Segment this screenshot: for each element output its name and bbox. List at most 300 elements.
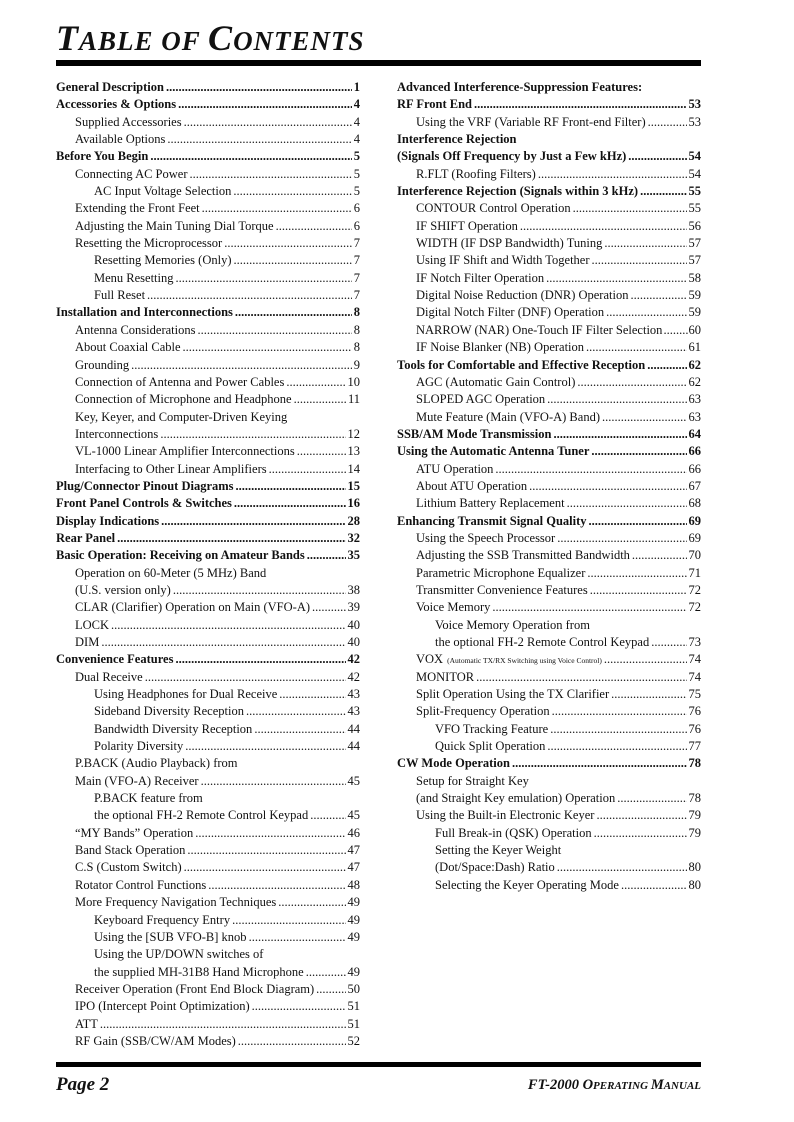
toc-entry[interactable] xyxy=(397,200,701,217)
toc-entry[interactable] xyxy=(397,235,701,252)
toc-entry[interactable] xyxy=(397,114,701,131)
toc-entry[interactable] xyxy=(56,582,360,599)
toc-entry[interactable] xyxy=(56,409,360,426)
dot-leader xyxy=(161,513,345,530)
toc-entry[interactable] xyxy=(397,790,701,807)
dot-leader xyxy=(286,374,345,391)
toc-entry[interactable] xyxy=(397,166,701,183)
toc-entry[interactable] xyxy=(56,703,360,720)
toc-entry[interactable] xyxy=(397,721,701,738)
toc-entry[interactable] xyxy=(397,270,701,287)
dot-leader xyxy=(547,738,686,755)
toc-left-column xyxy=(56,79,360,1050)
toc-entry[interactable] xyxy=(56,842,360,859)
toc-entry-title: Front Panel Controls & Switches xyxy=(56,496,232,511)
toc-entry[interactable] xyxy=(397,703,701,720)
toc-entry-title: MONITOR xyxy=(416,669,475,684)
toc-entry[interactable] xyxy=(397,287,701,304)
toc-entry[interactable] xyxy=(56,374,360,391)
dot-leader xyxy=(647,357,686,374)
toc-entry-page: 61 xyxy=(688,340,701,355)
toc-entry-title: Available Options xyxy=(75,132,166,147)
toc-entry-title: SSB/AM Mode Transmission xyxy=(397,426,552,441)
dot-leader xyxy=(101,634,345,651)
dot-leader xyxy=(552,703,687,720)
toc-entry-page: 49 xyxy=(347,895,360,910)
toc-entry-page: 42 xyxy=(347,669,360,684)
toc-entry-page: 76 xyxy=(688,721,701,736)
toc-entry[interactable] xyxy=(56,807,360,824)
toc-entry-page: 62 xyxy=(688,357,701,372)
top-rule xyxy=(56,60,701,66)
toc-entry-title: CLAR (Clarifier) Operation on Main (VFO-A) xyxy=(75,600,311,615)
toc-entry[interactable] xyxy=(397,565,701,582)
dot-leader xyxy=(306,964,346,981)
dot-leader xyxy=(611,686,686,703)
toc-entry[interactable] xyxy=(56,1016,360,1033)
toc-entry-title: CONTOUR Control Operation xyxy=(416,201,571,216)
dot-leader xyxy=(596,807,686,824)
toc-entry-page: 6 xyxy=(353,201,360,216)
toc-entry-page: 7 xyxy=(353,253,360,268)
toc-entry-page: 54 xyxy=(688,166,701,181)
dot-leader xyxy=(235,304,352,321)
toc-entry[interactable] xyxy=(56,790,360,807)
toc-entry[interactable] xyxy=(397,877,701,894)
toc-entry[interactable] xyxy=(397,357,701,374)
toc-entry-title: AC Input Voltage Selection xyxy=(94,184,232,199)
manual-title xyxy=(528,1077,701,1094)
dot-leader xyxy=(160,426,345,443)
toc-entry[interactable] xyxy=(56,946,360,963)
toc-entry[interactable] xyxy=(397,495,701,512)
dot-leader xyxy=(167,131,351,148)
toc-entry-page: 53 xyxy=(688,97,701,112)
toc-entry[interactable] xyxy=(56,166,360,183)
dot-leader xyxy=(316,981,345,998)
toc-entry-title: (Signals Off Frequency by Just a Few kHz) xyxy=(397,149,627,164)
toc-entry[interactable] xyxy=(397,669,701,686)
toc-entry[interactable] xyxy=(397,773,701,790)
toc-entry-page: 78 xyxy=(688,791,701,806)
toc-entry-page: 80 xyxy=(688,877,701,892)
toc-entry[interactable] xyxy=(397,859,701,876)
toc-entry-page: 46 xyxy=(347,825,360,840)
dot-leader xyxy=(495,461,686,478)
toc-entry[interactable] xyxy=(397,409,701,426)
toc-entry-title: Using the Built-in Electronic Keyer xyxy=(416,808,595,823)
dot-leader xyxy=(197,322,351,339)
dot-leader xyxy=(547,391,686,408)
toc-entry[interactable] xyxy=(56,513,360,530)
toc-entry[interactable] xyxy=(56,426,360,443)
toc-entry[interactable] xyxy=(56,755,360,772)
dot-leader xyxy=(254,721,345,738)
dot-leader xyxy=(166,79,352,96)
toc-entry[interactable] xyxy=(56,461,360,478)
toc-entry-page: 43 xyxy=(347,687,360,702)
toc-entry-page: 56 xyxy=(688,218,701,233)
bottom-rule xyxy=(56,1062,701,1067)
toc-entry-title: Digital Notch Filter (DNF) Operation xyxy=(416,305,605,320)
dot-leader xyxy=(632,547,687,564)
toc-entry[interactable] xyxy=(56,96,360,113)
toc-entry-note: (Automatic TX/RX Switching using Voice Control) xyxy=(447,656,602,666)
dot-leader xyxy=(184,859,346,876)
toc-entry-page: 44 xyxy=(347,739,360,754)
toc-entry[interactable] xyxy=(56,859,360,876)
toc-entry[interactable] xyxy=(56,252,360,269)
toc-entry-page: 66 xyxy=(688,461,701,476)
dot-leader xyxy=(557,859,687,876)
dot-leader xyxy=(312,599,345,616)
dot-leader xyxy=(178,96,352,113)
toc-entry-page: 1 xyxy=(353,80,360,94)
toc-entry[interactable] xyxy=(56,547,360,564)
toc-entry-title: Quick Split Operation xyxy=(435,739,546,754)
dot-leader xyxy=(131,357,352,374)
toc-entry[interactable] xyxy=(397,582,701,599)
toc-entry-title: About Coaxial Cable xyxy=(75,340,181,355)
dot-leader xyxy=(294,391,346,408)
toc-entry[interactable] xyxy=(397,686,701,703)
dot-leader xyxy=(233,252,351,269)
toc-entry-title: ATT xyxy=(75,1016,98,1031)
toc-entry-title: NARROW (NAR) One-Touch IF Filter Selection xyxy=(416,322,663,337)
toc-entry-page: 79 xyxy=(688,808,701,823)
toc-entry[interactable] xyxy=(56,200,360,217)
title-part-1: ABLE OF xyxy=(79,26,209,56)
toc-entry-page: 72 xyxy=(688,600,701,615)
toc-entry-page: 63 xyxy=(688,409,701,424)
toc-entry-page: 13 xyxy=(347,444,360,459)
toc-entry[interactable] xyxy=(397,304,701,321)
toc-entry[interactable] xyxy=(56,565,360,582)
toc-entry-title: Lithium Battery Replacement xyxy=(416,496,565,511)
dot-leader xyxy=(529,478,686,495)
dot-leader xyxy=(238,1033,346,1050)
manual-title-part-4: ANUAL xyxy=(663,1080,701,1092)
toc-entry-title: Sideband Diversity Reception xyxy=(94,704,244,719)
toc-entry[interactable] xyxy=(56,738,360,755)
toc-entry-page: 55 xyxy=(688,184,701,199)
toc-entry-page: 49 xyxy=(347,912,360,927)
toc-entry[interactable] xyxy=(56,530,360,547)
toc-entry-page: 79 xyxy=(688,825,701,840)
toc-entry[interactable] xyxy=(56,773,360,790)
dot-leader xyxy=(476,669,686,686)
title-initial-t: T xyxy=(56,18,79,58)
toc-entry-title: More Frequency Navigation Techniques xyxy=(75,895,277,910)
toc-entry[interactable] xyxy=(56,148,360,165)
toc-entry-title: DIM xyxy=(75,635,100,649)
toc-entry-title: Mute Feature (Main (VFO-A) Band) xyxy=(416,409,600,424)
manual-title-part-2: PERATING xyxy=(593,1080,651,1092)
toc-entry-title: Transmitter Convenience Features xyxy=(416,582,588,597)
dot-leader xyxy=(187,842,345,859)
dot-leader xyxy=(621,877,687,894)
toc-entry[interactable] xyxy=(56,669,360,686)
toc-entry-title: Full Break-in (QSK) Operation xyxy=(435,825,592,840)
dot-leader xyxy=(145,669,346,686)
toc-entry[interactable] xyxy=(397,131,701,148)
toc-entry-page: 69 xyxy=(688,530,701,545)
toc-entry[interactable] xyxy=(397,478,701,495)
toc-entry[interactable] xyxy=(397,807,701,824)
dot-leader xyxy=(640,183,686,200)
toc-entry-page: 59 xyxy=(688,288,701,303)
dot-leader xyxy=(100,1016,346,1033)
toc-entry[interactable] xyxy=(56,495,360,512)
toc-entry-title: Operation on 60-Meter (5 MHz) Band xyxy=(75,565,267,580)
toc-entry-title: (U.S. version only) xyxy=(75,582,171,597)
toc-entry-page: 43 xyxy=(347,704,360,719)
toc-entry[interactable] xyxy=(56,634,360,651)
toc-entry[interactable] xyxy=(397,339,701,356)
title-initial-c: C xyxy=(208,18,234,58)
toc-entry-title: Voice Memory Operation from xyxy=(435,617,590,632)
toc-entry-title: General Description xyxy=(56,80,164,94)
dot-leader xyxy=(604,235,686,252)
toc-entry-page: 39 xyxy=(347,600,360,615)
dot-leader xyxy=(150,148,351,165)
dot-leader xyxy=(586,339,686,356)
dot-leader xyxy=(208,877,345,894)
toc-entry-page: 67 xyxy=(688,478,701,493)
toc-entry[interactable] xyxy=(56,114,360,131)
toc-entry[interactable] xyxy=(397,530,701,547)
dot-leader xyxy=(236,478,346,495)
dot-leader xyxy=(573,200,687,217)
toc-entry[interactable] xyxy=(397,825,701,842)
toc-entry-page: 63 xyxy=(688,392,701,407)
toc-entry[interactable] xyxy=(56,617,360,634)
toc-entry-page: 58 xyxy=(688,270,701,285)
toc-entry-page: 48 xyxy=(347,877,360,892)
toc-entry[interactable] xyxy=(397,391,701,408)
toc-entry[interactable] xyxy=(56,964,360,981)
toc-entry[interactable] xyxy=(397,79,701,96)
toc-entry-page: 11 xyxy=(347,392,360,407)
toc-entry-page: 51 xyxy=(347,999,360,1014)
toc-entry-title: Split-Frequency Operation xyxy=(416,704,550,719)
toc-entry[interactable] xyxy=(56,721,360,738)
toc-entry-title: IPO (Intercept Point Optimization) xyxy=(75,999,250,1014)
toc-entry-page: 7 xyxy=(353,288,360,303)
toc-entry[interactable] xyxy=(56,218,360,235)
toc-entry-page: 5 xyxy=(353,166,360,181)
toc-entry[interactable] xyxy=(397,183,701,200)
dot-leader xyxy=(520,218,687,235)
toc-entry-title: R.FLT (Roofing Filters) xyxy=(416,166,536,181)
toc-entry-page: 8 xyxy=(353,305,360,320)
toc-entry[interactable] xyxy=(56,912,360,929)
toc-entry[interactable] xyxy=(397,617,701,634)
dot-leader xyxy=(234,495,346,512)
toc-entry[interactable] xyxy=(56,443,360,460)
toc-entry[interactable] xyxy=(56,894,360,911)
toc-entry-title: Split Operation Using the TX Clarifier xyxy=(416,687,610,702)
toc-entry[interactable] xyxy=(56,478,360,495)
toc-entry[interactable] xyxy=(56,599,360,616)
toc-entry-title: Antenna Considerations xyxy=(75,322,196,337)
toc-entry-page: 52 xyxy=(347,1033,360,1048)
toc-right-column xyxy=(397,79,701,894)
dot-leader xyxy=(602,409,687,426)
toc-entry[interactable] xyxy=(397,634,701,651)
toc-entry-page: 8 xyxy=(353,340,360,355)
dot-leader xyxy=(587,565,686,582)
toc-entry[interactable] xyxy=(56,877,360,894)
toc-entry-title: Basic Operation: Receiving on Amateur Bands xyxy=(56,548,305,563)
toc-entry-title: Tools for Comfortable and Effective Reception xyxy=(397,357,646,372)
toc-entry[interactable] xyxy=(397,461,701,478)
toc-entry-title: Polarity Diversity xyxy=(94,739,184,754)
toc-entry[interactable] xyxy=(397,443,701,460)
toc-entry[interactable] xyxy=(56,287,360,304)
toc-entry-title: Parametric Microphone Equalizer xyxy=(416,565,586,580)
toc-entry[interactable] xyxy=(397,148,701,165)
toc-entry[interactable] xyxy=(56,1033,360,1050)
toc-entry-title: the optional FH-2 Remote Control Keypad xyxy=(94,808,309,823)
toc-entry-page: 75 xyxy=(688,687,701,702)
toc-entry[interactable] xyxy=(397,599,701,616)
toc-entry-title: Setting the Keyer Weight xyxy=(435,843,562,858)
toc-entry-title: Digital Noise Reduction (DNR) Operation xyxy=(416,288,629,303)
dot-leader xyxy=(249,929,346,946)
toc-entry[interactable] xyxy=(56,825,360,842)
toc-entry-title: IF Noise Blanker (NB) Operation xyxy=(416,340,585,355)
dot-leader xyxy=(512,755,687,772)
dot-leader xyxy=(589,513,687,530)
toc-entry[interactable] xyxy=(56,391,360,408)
toc-entry[interactable] xyxy=(56,998,360,1015)
toc-entry-title: Interconnections xyxy=(75,426,159,441)
dot-leader xyxy=(201,773,346,790)
toc-entry[interactable] xyxy=(397,322,701,339)
toc-entry-page: 42 xyxy=(347,652,360,667)
toc-entry-title: Band Stack Operation xyxy=(75,843,186,858)
toc-entry-title: Using the VRF (Variable RF Front-end Filter) xyxy=(416,114,646,129)
toc-entry-title: Resetting the Microprocessor xyxy=(75,236,223,251)
dot-leader xyxy=(297,443,346,460)
toc-entry-title: IF Notch Filter Operation xyxy=(416,270,545,285)
toc-entry-title: Key, Keyer, and Computer-Driven Keying xyxy=(75,409,288,424)
toc-entry[interactable] xyxy=(397,218,701,235)
toc-entry[interactable] xyxy=(56,304,360,321)
dot-leader xyxy=(594,825,687,842)
toc-entry[interactable] xyxy=(56,322,360,339)
toc-entry[interactable] xyxy=(397,547,701,564)
toc-entry-page: 64 xyxy=(688,426,701,441)
manual-title-part-1: FT-2000 O xyxy=(527,1077,594,1093)
toc-entry-title: Using IF Shift and Width Together xyxy=(416,253,590,268)
toc-entry-title: Interference Rejection xyxy=(397,132,517,147)
toc-entry-title: VL-1000 Linear Amplifier Interconnections xyxy=(75,444,295,459)
toc-entry-page: 8 xyxy=(353,322,360,337)
toc-entry-page: 28 xyxy=(347,513,360,528)
toc-entry-title: RF Gain (SSB/CW/AM Modes) xyxy=(75,1033,236,1048)
toc-entry-title: VOX xyxy=(416,652,444,667)
toc-entry[interactable] xyxy=(56,686,360,703)
toc-entry-title: VFO Tracking Feature xyxy=(435,721,549,736)
toc-entry-title: Rotator Control Functions xyxy=(75,877,207,892)
toc-entry-title: Using Headphones for Dual Receive xyxy=(94,687,278,702)
toc-entry[interactable] xyxy=(56,131,360,148)
toc-entry-title: Connecting AC Power xyxy=(75,166,188,181)
toc-entry-title: Main (VFO-A) Receiver xyxy=(75,773,199,788)
toc-entry[interactable] xyxy=(397,252,701,269)
toc-entry-title: Connection of Antenna and Power Cables xyxy=(75,374,285,389)
toc-entry[interactable] xyxy=(397,842,701,859)
dot-leader xyxy=(546,270,686,287)
toc-entry[interactable] xyxy=(56,339,360,356)
dot-leader xyxy=(173,582,346,599)
dot-leader xyxy=(630,287,686,304)
toc-entry[interactable] xyxy=(397,651,701,668)
dot-leader xyxy=(592,252,687,269)
toc-entry-page: 4 xyxy=(353,114,360,129)
toc-entry-page: 66 xyxy=(688,444,701,459)
toc-entry-title: Full Reset xyxy=(94,288,146,303)
dot-leader xyxy=(307,547,346,564)
toc-entry[interactable] xyxy=(56,183,360,200)
toc-entry[interactable] xyxy=(56,651,360,668)
toc-entry-title: (Dot/Space:Dash) Ratio xyxy=(435,860,555,875)
toc-entry-title: Voice Memory xyxy=(416,600,491,615)
dot-leader xyxy=(663,322,687,339)
toc-entry[interactable] xyxy=(56,981,360,998)
toc-entry-title: Advanced Interference-Suppression Features: xyxy=(397,80,643,94)
toc-entry-title: P.BACK feature from xyxy=(94,791,203,806)
toc-entry-page: 16 xyxy=(347,496,360,511)
dot-leader xyxy=(538,166,687,183)
toc-entry-page: 53 xyxy=(688,114,701,129)
toc-entry[interactable] xyxy=(397,755,701,772)
toc-entry-page: 74 xyxy=(688,669,701,684)
toc-entry-title: the optional FH-2 Remote Control Keypad xyxy=(435,635,650,649)
toc-entry-title: Interfacing to Other Linear Amplifiers xyxy=(75,461,267,476)
dot-leader xyxy=(246,703,346,720)
toc-entry-title: Display Indications xyxy=(56,513,160,528)
toc-entry-page: 44 xyxy=(347,721,360,736)
toc-entry[interactable] xyxy=(56,270,360,287)
toc-entry-page: 72 xyxy=(688,582,701,597)
toc-entry-page: 35 xyxy=(347,548,360,563)
toc-entry-title: Keyboard Frequency Entry xyxy=(94,912,231,927)
toc-entry[interactable] xyxy=(56,357,360,374)
toc-entry[interactable] xyxy=(397,426,701,443)
toc-entry[interactable] xyxy=(56,929,360,946)
toc-entry[interactable] xyxy=(397,738,701,755)
dot-leader xyxy=(279,686,345,703)
toc-entry[interactable] xyxy=(397,513,701,530)
toc-entry[interactable] xyxy=(397,96,701,113)
dot-leader xyxy=(553,426,686,443)
toc-entry-page: 38 xyxy=(347,582,360,597)
toc-entry-title: Dual Receive xyxy=(75,669,143,684)
toc-entry-page: 62 xyxy=(688,374,701,389)
dot-leader xyxy=(577,374,686,391)
dot-leader xyxy=(232,912,345,929)
toc-entry[interactable] xyxy=(397,374,701,391)
toc-entry-page: 51 xyxy=(347,1016,360,1031)
toc-entry-title: Using the UP/DOWN switches of xyxy=(94,947,264,962)
toc-entry[interactable] xyxy=(56,79,360,96)
toc-entry-page: 14 xyxy=(347,461,360,476)
toc-entry[interactable] xyxy=(56,235,360,252)
dot-leader xyxy=(550,721,686,738)
